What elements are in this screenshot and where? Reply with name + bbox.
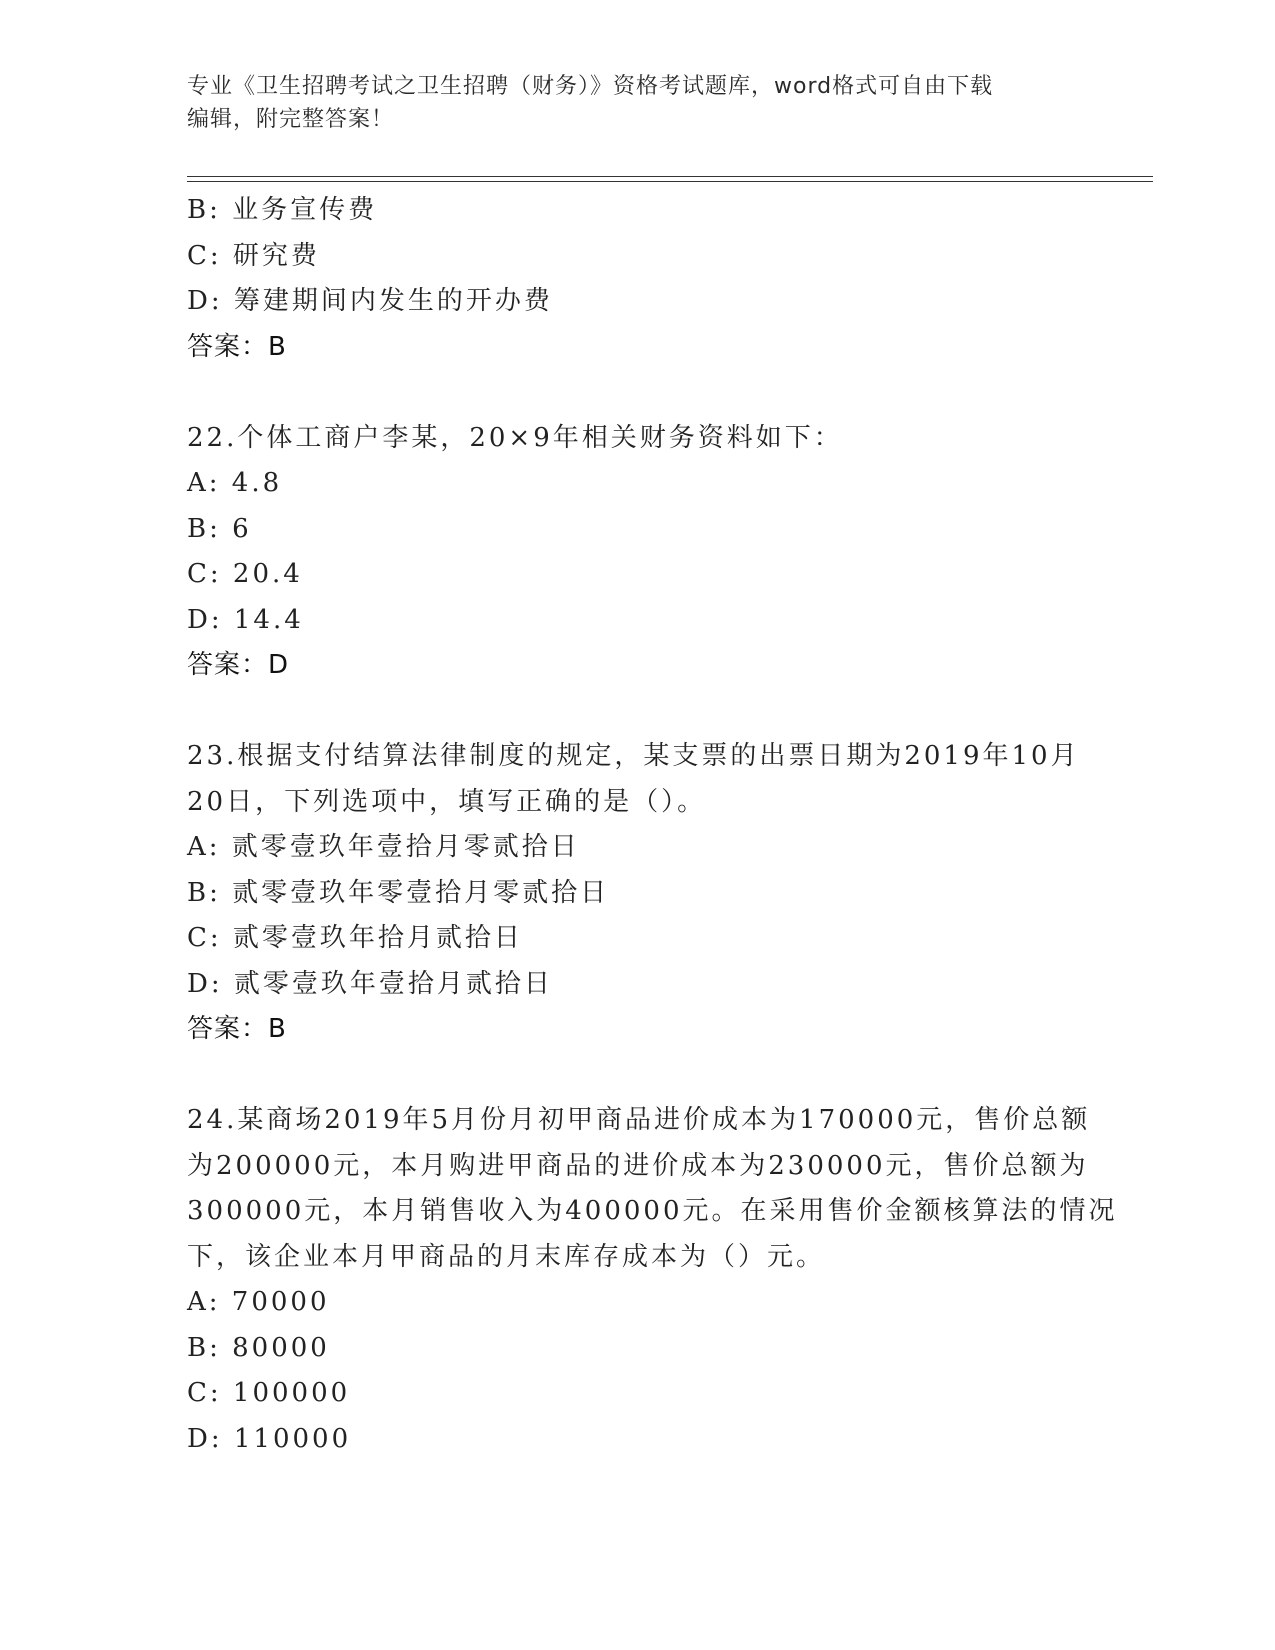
question-22 [187, 416, 1087, 689]
question-21 [187, 188, 1087, 370]
spacer [187, 1053, 1087, 1099]
question-stem-line-2: 20日，下列选项中，填写正确的是（）。 [187, 786, 707, 817]
spacer [187, 689, 1087, 735]
question-stem-line-2: 为200000元，本月购进甲商品的进价成本为230000元，售价总额为 [187, 1150, 1089, 1181]
question-stem-line-1: 23.根据支付结算法律制度的规定，某支票的出票日期为2019年10月 [187, 741, 1080, 771]
option-c: C: 研究费 [187, 240, 320, 271]
answer-label: 答案：D [187, 650, 290, 680]
option-d: D: 14.4 [187, 604, 304, 635]
answer-label: 答案：B [187, 1014, 287, 1044]
question-stem: 22.个体工商户李某，20×9年相关财务资料如下： [187, 422, 843, 453]
answer-label: 答案：B [187, 331, 287, 362]
option-a: A: 70000 [187, 1287, 330, 1317]
option-b: B: 业务宣传费 [187, 195, 378, 225]
header-line-2: 编辑，附完整答案！ [187, 107, 395, 132]
header-divider-bottom [187, 181, 1153, 182]
option-d: D: 筹建期间内发生的开办费 [187, 286, 553, 316]
question-stem-line-3: 300000元，本月销售收入为400000元。在采用售价金额核算法的情况 [187, 1196, 1118, 1226]
question-stem-line-4: 下，该企业本月甲商品的月末库存成本为（）元。 [187, 1241, 826, 1272]
spacer [187, 370, 1087, 416]
option-d: D: 贰零壹玖年壹拾月贰拾日 [187, 968, 553, 999]
option-c: C: 贰零壹玖年拾月贰拾日 [187, 923, 523, 953]
option-b: B: 6 [187, 513, 252, 544]
question-23 [187, 734, 1087, 1053]
question-stem-line-1: 24.某商场2019年5月份月初甲商品进价成本为170000元，售价总额 [187, 1105, 1091, 1135]
option-a: A: 4.8 [187, 468, 283, 498]
header-line-1: 专业《卫生招聘考试之卫生招聘（财务）》资格考试题库，word格式可自由下载 [187, 74, 994, 99]
document-header [187, 70, 1087, 136]
question-24 [187, 1098, 1118, 1462]
option-d: D: 110000 [187, 1423, 352, 1454]
option-c: C: 20.4 [187, 559, 303, 589]
option-c: C: 100000 [187, 1378, 351, 1408]
option-b: B: 贰零壹玖年零壹拾月零贰拾日 [187, 877, 610, 908]
header-divider-top [187, 176, 1153, 177]
question-list [187, 188, 1118, 1462]
option-a: A: 贰零壹玖年壹拾月零贰拾日 [187, 832, 580, 862]
option-b: B: 80000 [187, 1332, 330, 1363]
